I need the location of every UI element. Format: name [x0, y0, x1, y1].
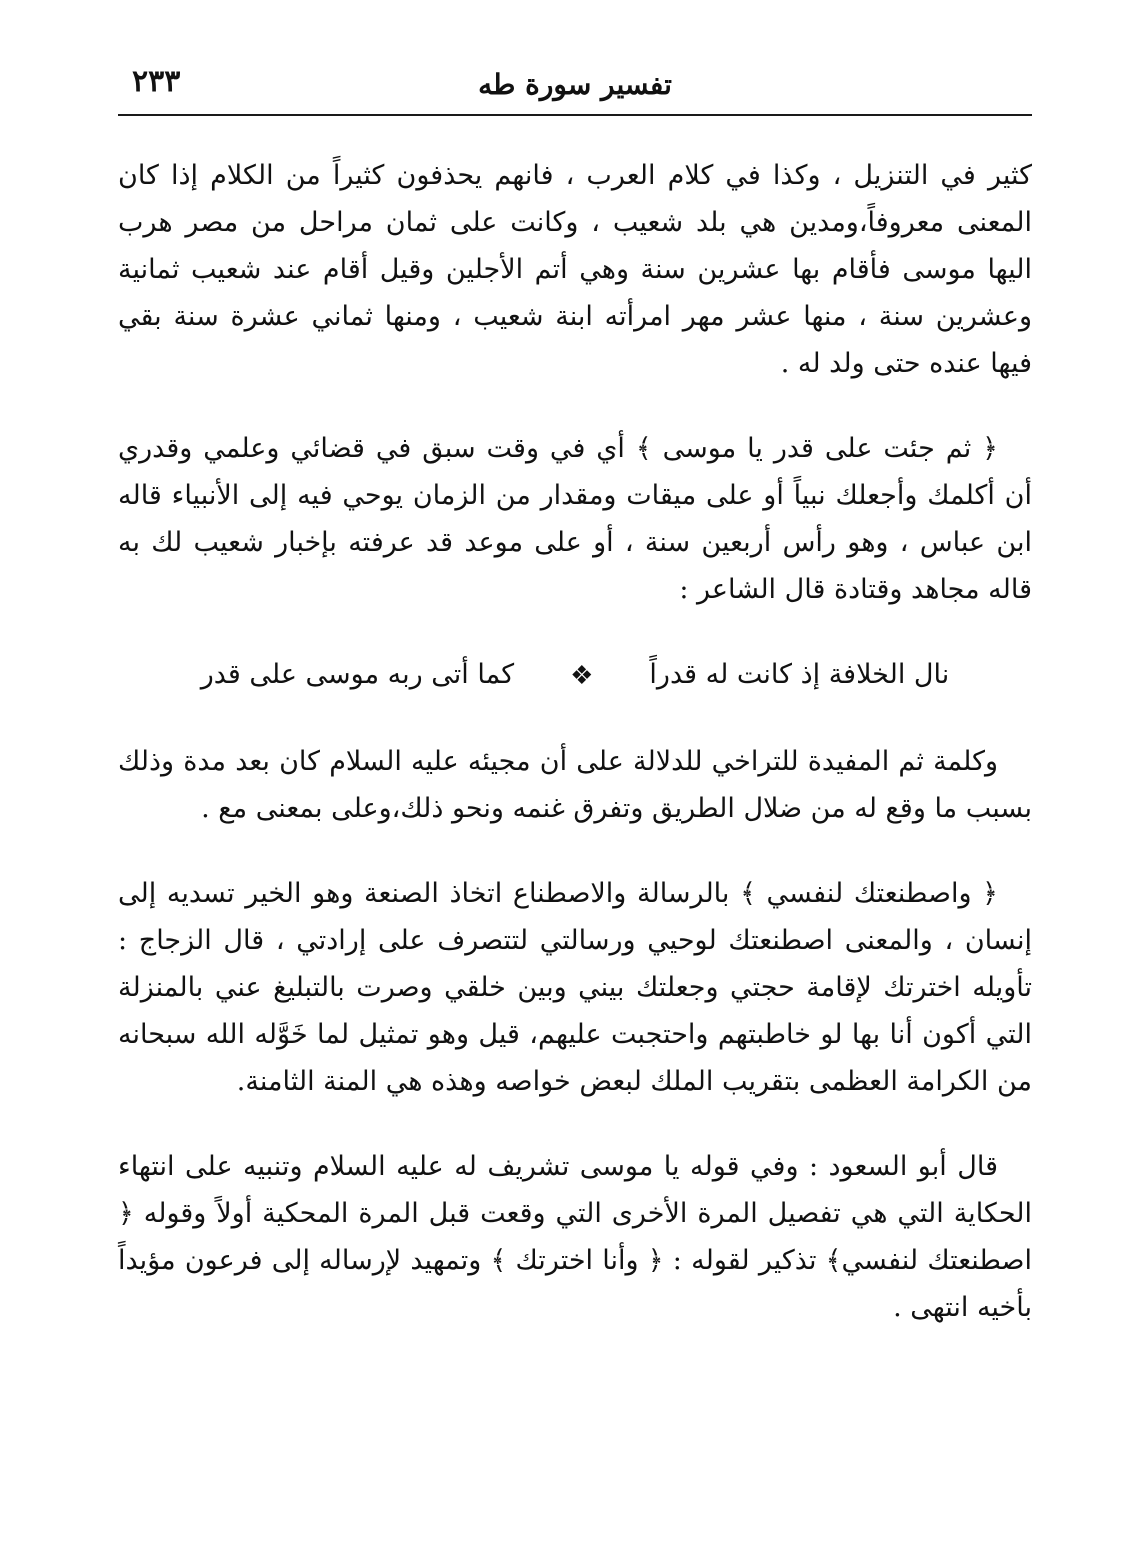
- page-number: ٢٣٣: [132, 64, 181, 99]
- page-body: [118, 116, 1032, 1331]
- paragraph-1: كثير في التنزيل ، وكذا في كلام العرب ، فانهم يحذفون كثيراً من الكلام إذا كان المعنى معروفاً،ومدين هي بلد شعيب ، وكانت على ثمان مراحل من مصر هرب اليها موسى فأقام بها عشرين سنة وهي أتم الأجلين وقيل أقام عند شعيب ثمانية وعشرين سنة ، منها عشر مهر امرأته ابنة شعيب ، ومنها ثماني عشرة سنة بقي فيها عنده حتى ولد له .: [118, 160, 1032, 379]
- paragraph-3: وكلمة ثم المفيدة للتراخي للدلالة على أن مجيئه عليه السلام كان بعد مدة وذلك بسبب ما وقع له من ضلال الطريق وتفرق غنمه ونحو ذلك،وعلى بمعنى مع .: [118, 746, 1032, 824]
- poetry-verse: [118, 651, 1032, 700]
- paragraph-2: ﴿ ثم جئت على قدر يا موسى ﴾ أي في وقت سبق في قضائي وعلمي وقدري أن أكلمك وأجعلك نبياً أو على ميقات ومقدار من الزمان يوحي فيه إلى الأنبياء قاله ابن عباس ، وهو رأس أربعين سنة ، أو على موعد قد عرفته بإخبار شعيب لك به قاله مجاهد وقتادة قال الشاعر :: [118, 433, 1032, 605]
- book-page: [118, 60, 1032, 1530]
- chapter-title: تفسير سورة طه: [478, 68, 672, 101]
- running-header: [118, 60, 1032, 116]
- paragraph-4: ﴿ واصطنعتك لنفسي ﴾ بالرسالة والاصطناع اتخاذ الصنعة وهو الخير تسديه إلى إنسان ، والمعنى اصطنعتك لوحيي ورسالتي لتتصرف على إرادتي ، قال الزجاج : تأويله اخترتك لإقامة حجتي وجعلتك بيني وبين خلقي وصرت بالتبليغ عني بالمنزلة التي أكون أنا بها لو خاطبتهم واحتجبت عليهم، قيل وهو تمثيل لما خَوَّله الله سبحانه من الكرامة العظمى بتقريب الملك لبعض خواصه وهذه هي المنة الثامنة.: [118, 878, 1032, 1097]
- verse-ornament-icon: ❖: [570, 661, 594, 691]
- verse-hemistich-right: نال الخلافة إذ كانت له قدراً: [649, 659, 950, 690]
- verse-hemistich-left: كما أتى ربه موسى على قدر: [200, 659, 515, 690]
- paragraph-5: قال أبو السعود : وفي قوله يا موسى تشريف له عليه السلام وتنبيه على انتهاء الحكاية التي هي تفصيل المرة الأخرى التي وقعت قبل المرة المحكية أولاً وقوله ﴿ اصطنعتك لنفسي﴾ تذكير لقوله : ﴿ وأنا اخترتك ﴾ وتمهيد لإرساله إلى فرعون مؤيداً بأخيه انتهى .: [118, 1151, 1032, 1323]
